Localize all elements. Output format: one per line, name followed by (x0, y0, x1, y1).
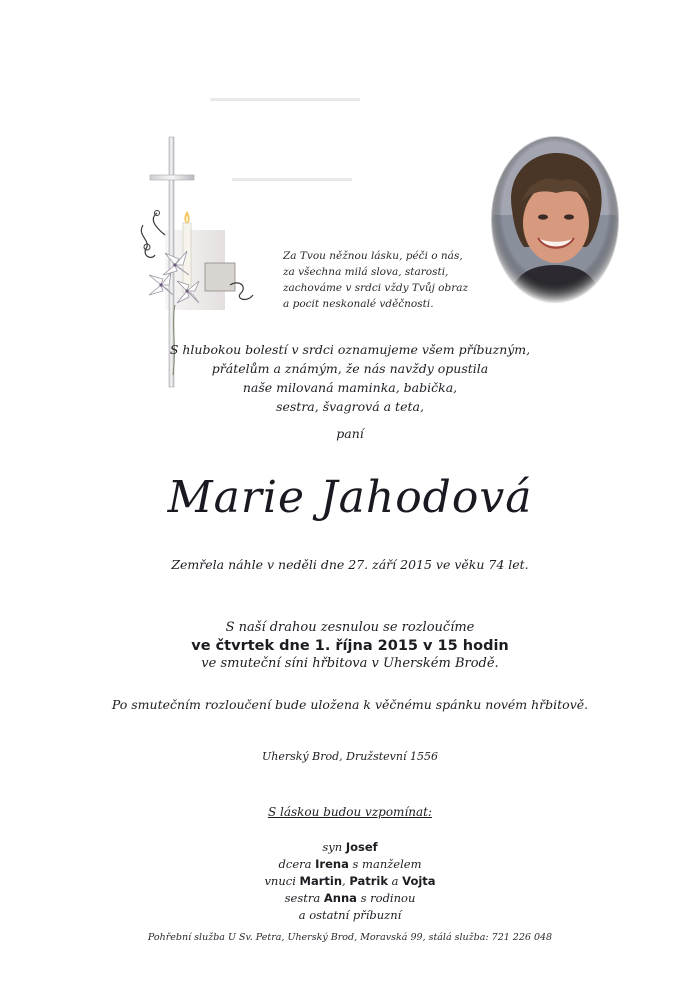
poem-line: za všechna milá slova, starosti, (283, 266, 449, 278)
poem-line: zachováme v srdci vždy Tvůj obraz (283, 282, 469, 294)
farewell-info (0, 619, 700, 673)
poem-line: a pocit neskonalé vděčnosti. (283, 298, 434, 310)
family-address: Uherský Brod, Družstevní 1556 (262, 750, 438, 763)
relative-name: Martin (299, 874, 343, 888)
remember-heading: S láskou budou vzpomínat: (267, 805, 433, 819)
poem (283, 248, 513, 312)
announcement (0, 340, 700, 416)
announcement-line: naše milovaná maminka, babička, (242, 380, 458, 395)
death-notice: Zemřela náhle v neděli dne 27. září 2015 ve věku 74 let. (171, 557, 529, 572)
deceased-name: Marie Jahodová (167, 472, 533, 523)
conjunction: a (391, 874, 399, 888)
farewell-place: ve smuteční síni hřbitova v Uherském Brodě. (201, 656, 499, 671)
family-others: a ostatní příbuzní (298, 908, 402, 922)
announcement-line: sestra, švagrová a teta, (276, 399, 424, 414)
relative-name: Irena (315, 857, 349, 871)
relative-name: Anna (323, 891, 357, 905)
farewell-line: S naší drahou zesnulou se rozloučíme (225, 620, 475, 635)
poem-line: Za Tvou něžnou lásku, péči o nás, (283, 250, 463, 262)
relative-name: Vojta (402, 874, 436, 888)
relation-label: syn (322, 840, 343, 854)
relation-label: sestra (284, 891, 321, 905)
relative-name: Patrik (349, 874, 388, 888)
family-grandsons (0, 873, 700, 890)
relation-suffix: s rodinou (360, 891, 416, 905)
family-daughter (0, 856, 700, 873)
relative-name: Josef (345, 840, 378, 854)
announcement-line: přátelům a známým, že nás navždy opustila (211, 361, 489, 376)
relation-label: dcera (278, 857, 312, 871)
relation-suffix: s manželem (352, 857, 422, 871)
salutation: paní (336, 426, 364, 441)
family-sister (0, 890, 700, 907)
farewell-date: ve čtvrtek dne 1. října 2015 v 15 hodin (191, 638, 509, 654)
funeral-service-footer: Pohřební služba U Sv. Petra, Uherský Brod, Moravská 99, stálá služba: 721 226 048 (147, 932, 553, 943)
family-list (0, 839, 700, 924)
separator: , (342, 874, 346, 888)
burial-info: Po smutečním rozloučení bude uložena k věčnému spánku novém hřbitově. (111, 697, 589, 712)
faint-mark (210, 98, 360, 101)
announcement-line: S hlubokou bolestí v srdci oznamujeme všem příbuzným, (169, 342, 531, 357)
family-son (0, 839, 700, 856)
relation-label: vnuci (264, 874, 296, 888)
